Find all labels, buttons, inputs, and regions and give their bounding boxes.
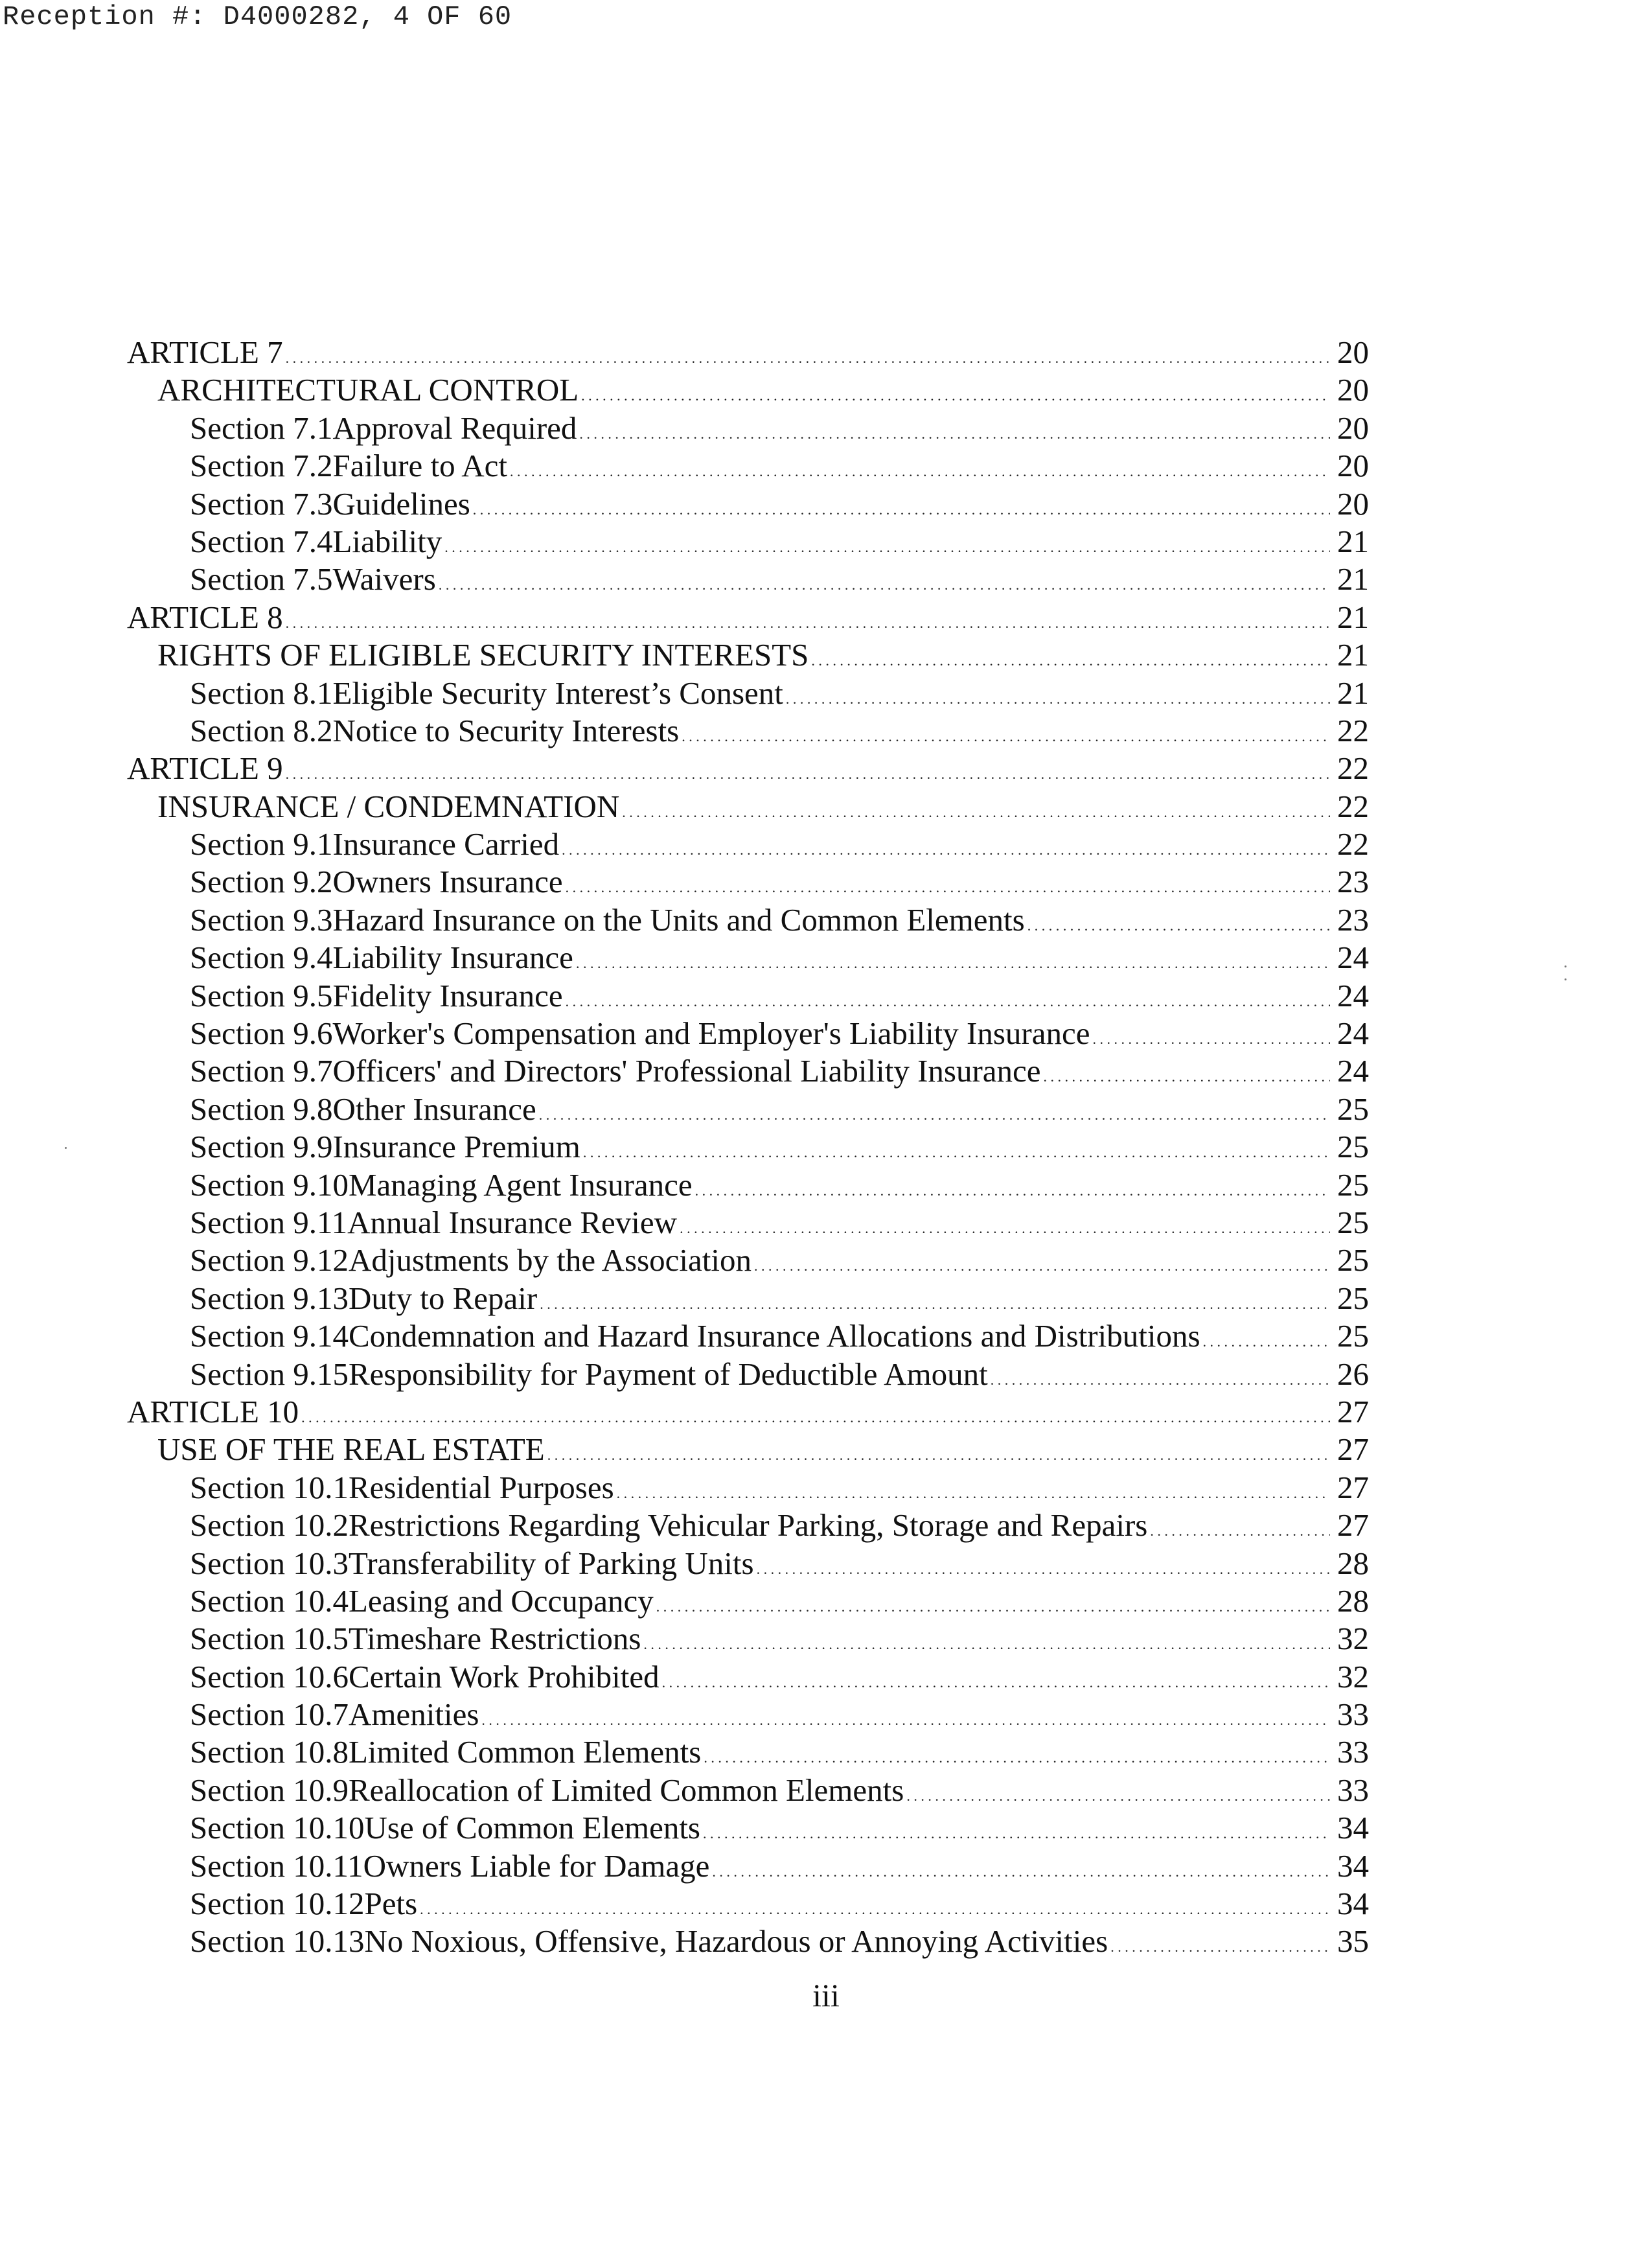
section-title: Pets [364, 1886, 418, 1922]
toc-section-row [127, 826, 1369, 863]
section-number: Section 9.7 [190, 1053, 333, 1089]
section-number: Section 9.1 [190, 826, 333, 862]
page-ref: 25 [1337, 1204, 1369, 1240]
reception-header: Reception #: D4000282, 4 OF 60 [3, 1, 512, 32]
section-title: Waivers [332, 561, 436, 597]
toc-section-row [127, 1772, 1369, 1809]
section-number: Section 10.5 [190, 1621, 349, 1657]
dot-leader [757, 1545, 1330, 1588]
dot-leader [286, 334, 1330, 377]
dot-leader [1093, 1015, 1331, 1058]
section-title: Failure to Act [332, 448, 507, 484]
section-title: Residential Purposes [348, 1469, 614, 1505]
toc-section-row [127, 447, 1369, 485]
toc-section-row [127, 675, 1369, 712]
dot-leader [811, 636, 1330, 680]
dot-leader [579, 410, 1330, 453]
page-ref: 22 [1337, 750, 1369, 787]
page-ref: 24 [1337, 940, 1369, 976]
toc-section-row [127, 939, 1369, 977]
toc-section-row [127, 863, 1369, 901]
page-ref: 33 [1337, 1772, 1369, 1808]
section-number: Section 9.6 [190, 1015, 333, 1052]
toc-section-row [127, 1885, 1369, 1923]
section-number: Section 10.13 [190, 1923, 365, 1960]
section-number: Section 9.5 [190, 977, 333, 1013]
dot-leader [906, 1772, 1330, 1815]
entry-title: ARTICLE 9 [127, 750, 283, 787]
dot-leader [286, 750, 1330, 793]
page-ref: 21 [1337, 675, 1369, 711]
page-ref: 25 [1337, 1091, 1369, 1127]
toc-article-row [127, 334, 1369, 371]
section-title: No Noxious, Offensive, Hazardous or Annoying Activities [364, 1923, 1108, 1960]
section-title: Owners Liable for Damage [363, 1847, 710, 1884]
dot-leader [617, 1469, 1330, 1512]
section-title: Liability Insurance [332, 940, 573, 976]
dot-leader [1203, 1317, 1330, 1361]
dot-leader [643, 1620, 1330, 1663]
page-ref: 32 [1337, 1621, 1369, 1657]
page-ref: 24 [1337, 1015, 1369, 1052]
page-ref: 24 [1337, 1053, 1369, 1089]
dot-leader [656, 1582, 1330, 1626]
section-title: Duty to Repair [348, 1280, 538, 1316]
section-number: Section 9.9 [190, 1129, 333, 1165]
page-ref: 23 [1337, 901, 1369, 938]
dot-leader [420, 1885, 1330, 1928]
toc-article-row [127, 750, 1369, 787]
dot-leader [754, 1242, 1330, 1285]
page-ref: 21 [1337, 523, 1369, 559]
toc-article-row [127, 1393, 1369, 1431]
toc-section-row [127, 977, 1369, 1015]
dot-leader [566, 863, 1330, 907]
page-ref: 23 [1337, 864, 1369, 900]
toc-section-row [127, 410, 1369, 447]
entry-title: ARTICLE 8 [127, 599, 283, 635]
page-ref: 22 [1337, 826, 1369, 862]
scan-speck [65, 1147, 67, 1149]
page-ref: 22 [1337, 712, 1369, 748]
dot-leader [712, 1847, 1330, 1891]
section-title: Insurance Carried [332, 826, 560, 862]
toc-section-row [127, 561, 1369, 598]
toc-section-row [127, 1204, 1369, 1242]
dot-leader [286, 599, 1330, 642]
section-title: Officers' and Directors' Professional Liability Insurance [332, 1053, 1041, 1089]
section-title: Certain Work Prohibited [348, 1658, 660, 1694]
section-title: Worker's Compensation and Employer's Liability Insurance [332, 1015, 1090, 1052]
toc-section-row [127, 523, 1369, 561]
section-number: Section 10.4 [190, 1582, 349, 1619]
section-number: Section 10.11 [190, 1847, 363, 1884]
dot-leader [786, 675, 1330, 718]
toc-section-row [127, 1582, 1369, 1620]
entry-title: ARTICLE 10 [127, 1393, 299, 1429]
section-title: Limited Common Elements [348, 1734, 702, 1770]
toc-section-row [127, 1733, 1369, 1771]
dot-leader [301, 1393, 1330, 1437]
section-title: Guidelines [332, 485, 470, 522]
entry-title: USE OF THE REAL ESTATE [157, 1431, 545, 1468]
page-ref: 25 [1337, 1242, 1369, 1278]
scan-speck [1565, 978, 1566, 980]
page-ref: 21 [1337, 561, 1369, 597]
section-number: Section 10.2 [190, 1507, 349, 1544]
section-number: Section 10.10 [190, 1810, 365, 1846]
dot-leader [576, 939, 1330, 982]
section-title: Responsibility for Payment of Deductible Amount [348, 1356, 988, 1392]
page-ref: 27 [1337, 1393, 1369, 1429]
page-ref: 28 [1337, 1545, 1369, 1581]
toc-section-row [127, 1620, 1369, 1658]
page-ref: 21 [1337, 599, 1369, 635]
toc-section-row [127, 1317, 1369, 1355]
section-number: Section 9.12 [190, 1242, 349, 1278]
toc-section-row [127, 1469, 1369, 1507]
section-number: Section 10.1 [190, 1469, 349, 1505]
section-number: Section 7.3 [190, 485, 333, 522]
toc-section-row [127, 1280, 1369, 1317]
page-ref: 20 [1337, 334, 1369, 370]
section-title: Annual Insurance Review [347, 1204, 678, 1240]
section-number: Section 7.5 [190, 561, 333, 597]
section-title: Hazard Insurance on the Units and Common Elements [332, 901, 1025, 938]
dot-leader [1044, 1052, 1330, 1096]
dot-leader [1027, 901, 1330, 945]
section-title: Transferability of Parking Units [348, 1545, 754, 1581]
page-ref: 20 [1337, 410, 1369, 446]
page-ref: 24 [1337, 977, 1369, 1013]
dot-leader [566, 977, 1330, 1021]
dot-leader [662, 1658, 1330, 1702]
page-ref: 25 [1337, 1318, 1369, 1354]
page-ref: 26 [1337, 1356, 1369, 1392]
dot-leader [562, 826, 1330, 869]
section-title: Other Insurance [332, 1091, 536, 1127]
toc-section-row [127, 1545, 1369, 1582]
toc-heading-row [127, 636, 1369, 674]
toc-section-row [127, 1091, 1369, 1128]
dot-leader [444, 523, 1330, 566]
toc-section-row [127, 1128, 1369, 1166]
page-ref: 27 [1337, 1431, 1369, 1468]
section-number: Section 10.8 [190, 1734, 349, 1770]
section-number: Section 9.8 [190, 1091, 333, 1127]
section-number: Section 10.9 [190, 1772, 349, 1808]
page-ref: 33 [1337, 1696, 1369, 1733]
toc-section-row [127, 1242, 1369, 1279]
section-title: Leasing and Occupancy [348, 1582, 654, 1619]
entry-title: ARTICLE 7 [127, 334, 283, 370]
section-number: Section 10.3 [190, 1545, 349, 1581]
entry-title: RIGHTS OF ELIGIBLE SECURITY INTERESTS [157, 637, 809, 673]
section-number: Section 7.2 [190, 448, 333, 484]
entry-title: INSURANCE / CONDEMNATION [157, 788, 620, 824]
section-title: Reallocation of Limited Common Elements [348, 1772, 904, 1808]
page-ref: 34 [1337, 1847, 1369, 1884]
dot-leader [583, 1128, 1330, 1172]
toc-section-row [127, 1507, 1369, 1544]
section-number: Section 9.11 [190, 1204, 348, 1240]
dot-leader [1150, 1507, 1330, 1550]
dot-leader [439, 561, 1330, 604]
section-title: Approval Required [332, 410, 577, 446]
section-title: Owners Insurance [332, 864, 563, 900]
section-number: Section 9.3 [190, 901, 333, 938]
section-number: Section 7.4 [190, 523, 333, 559]
section-number: Section 9.2 [190, 864, 333, 900]
page-ref: 33 [1337, 1734, 1369, 1770]
dot-leader [1110, 1923, 1330, 1966]
dot-leader [622, 788, 1330, 831]
section-title: Eligible Security Interest’s Consent [332, 675, 783, 711]
toc-section-row [127, 1923, 1369, 1960]
table-of-contents [127, 334, 1369, 1961]
section-title: Adjustments by the Association [348, 1242, 751, 1278]
toc-heading-row [127, 371, 1369, 409]
section-number: Section 10.12 [190, 1886, 365, 1922]
section-title: Restrictions Regarding Vehicular Parking, Storage and Repairs [348, 1507, 1148, 1544]
page-ref: 28 [1337, 1582, 1369, 1619]
section-number: Section 9.10 [190, 1166, 349, 1203]
page-ref: 20 [1337, 448, 1369, 484]
toc-section-row [127, 1658, 1369, 1696]
dot-leader [581, 371, 1330, 415]
section-number: Section 9.4 [190, 940, 333, 976]
section-title: Notice to Security Interests [332, 712, 680, 748]
scan-speck [1565, 966, 1566, 967]
dot-leader [991, 1356, 1330, 1399]
toc-section-row [127, 1052, 1369, 1090]
dot-leader [695, 1166, 1330, 1210]
toc-section-row [127, 1696, 1369, 1733]
dot-leader [473, 485, 1330, 529]
toc-heading-row [127, 1431, 1369, 1468]
section-number: Section 10.7 [190, 1696, 349, 1733]
section-title: Use of Common Elements [364, 1810, 701, 1846]
page-ref: 22 [1337, 788, 1369, 824]
toc-section-row [127, 1847, 1369, 1885]
page-ref: 27 [1337, 1469, 1369, 1505]
toc-section-row [127, 712, 1369, 750]
dot-leader [682, 712, 1330, 756]
toc-section-row [127, 901, 1369, 939]
page-ref: 25 [1337, 1166, 1369, 1203]
section-number: Section 9.14 [190, 1318, 349, 1354]
toc-section-row [127, 1015, 1369, 1052]
section-title: Managing Agent Insurance [348, 1166, 693, 1203]
section-title: Amenities [348, 1696, 479, 1733]
section-title: Insurance Premium [332, 1129, 580, 1165]
dot-leader [510, 447, 1330, 491]
toc-section-row [127, 1356, 1369, 1393]
toc-section-row [127, 1809, 1369, 1847]
entry-title: ARCHITECTURAL CONTROL [157, 372, 579, 408]
toc-section-row [127, 485, 1369, 523]
page-ref: 25 [1337, 1280, 1369, 1316]
dot-leader [703, 1809, 1330, 1853]
dot-leader [540, 1280, 1330, 1323]
section-number: Section 8.1 [190, 675, 333, 711]
page-ref: 20 [1337, 372, 1369, 408]
section-title: Fidelity Insurance [332, 977, 563, 1013]
page-ref: 35 [1337, 1923, 1369, 1960]
section-number: Section 10.6 [190, 1658, 349, 1694]
section-title: Condemnation and Hazard Insurance Allocations and Distributions [348, 1318, 1200, 1354]
toc-section-row [127, 1166, 1369, 1204]
section-number: Section 7.1 [190, 410, 333, 446]
page-ref: 34 [1337, 1886, 1369, 1922]
section-number: Section 9.13 [190, 1280, 349, 1316]
dot-leader [481, 1696, 1330, 1739]
page-ref: 32 [1337, 1658, 1369, 1694]
dot-leader [547, 1431, 1330, 1474]
dot-leader [704, 1733, 1330, 1777]
section-title: Timeshare Restrictions [348, 1621, 641, 1657]
section-number: Section 8.2 [190, 712, 333, 748]
section-title: Liability [332, 523, 442, 559]
section-number: Section 9.15 [190, 1356, 349, 1392]
page-ref: 20 [1337, 485, 1369, 522]
toc-article-row [127, 599, 1369, 636]
dot-leader [680, 1204, 1330, 1247]
toc-heading-row [127, 788, 1369, 826]
dot-leader [539, 1091, 1330, 1134]
page-ref: 27 [1337, 1507, 1369, 1544]
page-ref: 21 [1337, 637, 1369, 673]
page-ref: 34 [1337, 1810, 1369, 1846]
page-ref: 25 [1337, 1129, 1369, 1165]
page-number: iii [812, 1977, 840, 2013]
